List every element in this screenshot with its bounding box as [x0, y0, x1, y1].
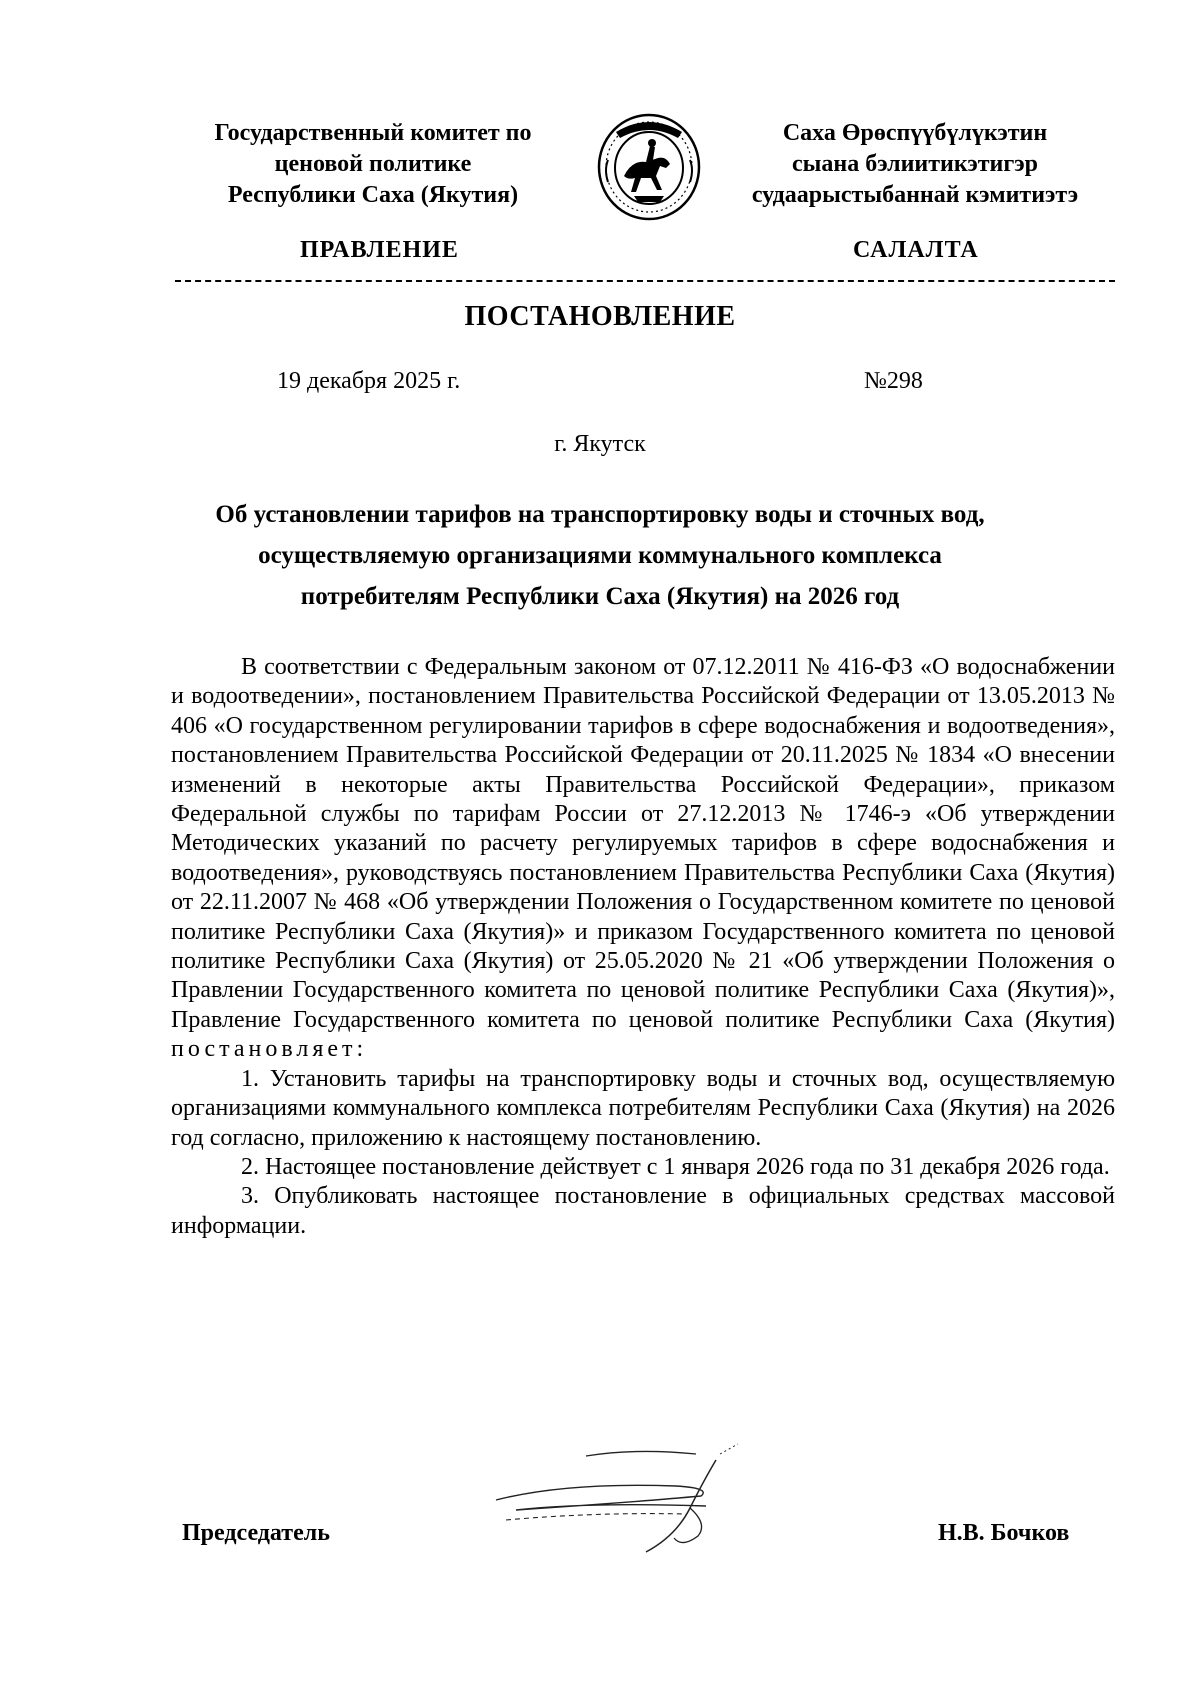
- coat-of-arms-emblem: [594, 110, 704, 222]
- preamble-text: В соответствии с Федеральным законом от 07.12.2011 № 416-ФЗ «О водоснабжении и водоотведении», постановлением Правительства Российской Федерации от 13.05.2013 № 406 «О государственном регулировании тарифов в сфере водоснабжения и водоотведения», постановлением Правительства Российской Федерации от 20.11.2025 № 1834 «О внесении изменений в некоторые акты Правительства Российской Федерации», приказом Федеральной службы по тарифам России от 27.12.2013 № 1746-э «Об утверждении Методических указаний по расчету регулируемых тарифов в сфере водоснабжения и водоотведения», руководствуясь постановлением Правительства Республики Саха (Якутия) от 22.11.2007 № 468 «Об утверждении Положения о Государственном комитете по ценовой политике Республики Саха (Якутия)» и приказом Государственного комитета по ценовой политике Республики Саха (Якутия) от 25.05.2020 № 21 «Об утверждении Положения о Правлении Государственного комитета по ценовой политике Республики Саха (Якутия)», Правление Государственного комитета по ценовой политике Республики Саха (Якутия): [171, 654, 1115, 1033]
- header-right-line-2: сыана бэлиитикэтигэр: [791, 151, 1038, 177]
- item-1: 1. Установить тарифы на транспортировку воды и сточных вод, осуществляемую организациями коммунального комплекса потребителям Республики Саха (Якутия) на 2026 год согласно, приложению к настоящему постановлению.: [171, 1065, 1115, 1151]
- header-right-org: [725, 118, 1105, 211]
- handwritten-signature: [476, 1440, 776, 1558]
- decision-word: постановляет:: [171, 1036, 368, 1063]
- board-title-sakha: САЛАЛТА: [853, 237, 979, 263]
- header-left-line-3: Республики Саха (Якутия): [227, 182, 519, 208]
- document-subject: [150, 494, 1050, 617]
- document-body: [171, 653, 1115, 1241]
- document-title: ПОСТАНОВЛЕНИЕ: [464, 301, 736, 332]
- header-left-org: [183, 118, 563, 211]
- item-2: 2. Настоящее постановление действует с 1 января 2026 года по 31 декабря 2026 года.: [241, 1153, 1110, 1180]
- subject-line-2: осуществляемую организациями коммунального комплекса: [258, 542, 942, 569]
- subject-line-3: потребителям Республики Саха (Якутия) на 2026 год: [300, 583, 900, 610]
- board-title-ru: ПРАВЛЕНИЕ: [300, 237, 459, 263]
- header-right-line-3: судаарыстыбаннай кэмитиэтэ: [751, 182, 1079, 208]
- signatory-title: Председатель: [182, 1520, 330, 1546]
- header-divider: [175, 280, 1115, 282]
- signatory-name: Н.В. Бочков: [938, 1520, 1070, 1546]
- header-left-line-1: Государственный комитет по: [214, 120, 532, 146]
- preamble-paragraph: [171, 653, 1115, 1065]
- item-3: 3. Опубликовать настоящее постановление в официальных средствах массовой информации.: [171, 1183, 1115, 1239]
- header-right-line-1: Саха Өрөспүүбүлүкэтин: [782, 120, 1048, 146]
- header-left-line-2: ценовой политике: [274, 151, 472, 177]
- document-date: 19 декабря 2025 г.: [277, 368, 461, 394]
- subject-line-1: Об установлении тарифов на транспортировку воды и сточных вод,: [215, 501, 985, 528]
- document-number: №298: [864, 368, 923, 394]
- document-city: г. Якутск: [554, 431, 646, 457]
